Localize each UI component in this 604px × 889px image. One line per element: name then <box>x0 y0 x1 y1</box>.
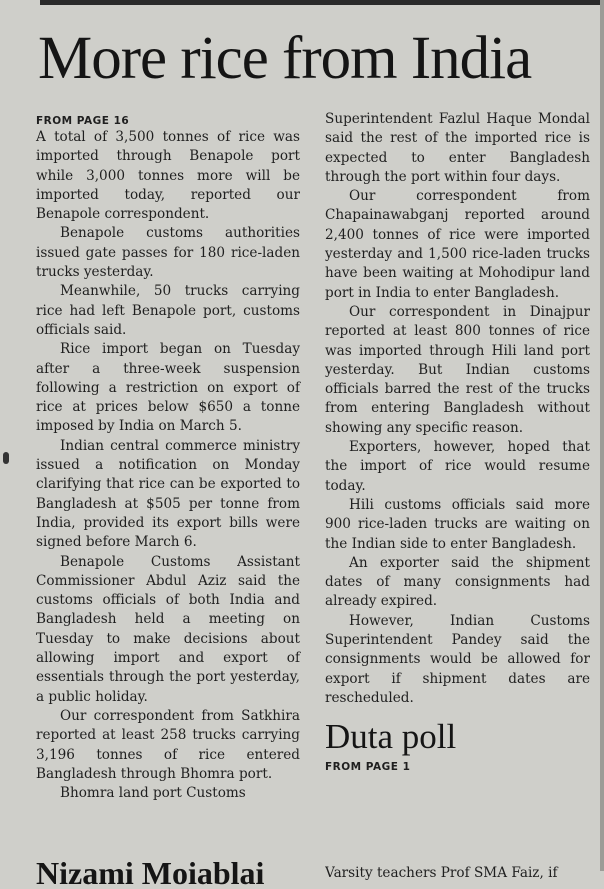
article-paragraph: Rice import began on Tuesday after a three-week suspension following a restriction on export of rice at prices below $650 a tonne imposed by India on March 5. <box>36 341 300 435</box>
cut-off-text: Varsity teachers Prof SMA Faiz, if <box>325 865 558 881</box>
article-headline: More rice from India <box>38 25 532 92</box>
article-paragraph: Our correspondent from Satkhira reported at least 258 trucks carrying 3,196 tonnes of rice entered Bangladesh through Bhomra port. <box>36 707 300 782</box>
top-rule <box>40 0 604 5</box>
article-paragraph: A total of 3,500 tonnes of rice was imported through Benapole port while 3,000 tonnes more will be imported today, reported our Benapole correspondent. <box>36 129 300 223</box>
article-paragraph: Hili customs officials said more 900 rice-laden trucks are waiting on the Indian side to enter Bangladesh. <box>325 496 590 552</box>
ink-smudge <box>3 452 9 464</box>
page-edge <box>600 0 604 871</box>
article-column-left <box>36 114 300 803</box>
kicker: FROM PAGE 16 <box>36 115 130 127</box>
article-column-right <box>325 110 590 774</box>
article-paragraph: An exporter said the shipment dates of many consignments had already expired. <box>325 554 590 610</box>
article-paragraph: However, Indian Customs Superintendent Pandey said the consignments would be allowed for export if shipment dates are rescheduled. <box>325 612 590 706</box>
article-paragraph: Indian central commerce ministry issued a notification on Monday clarifying that rice can be exported to Bangladesh at $505 per tonne from India, provided its export bills were signed before March 6. <box>36 437 300 551</box>
article-paragraph: Benapole customs authorities issued gate passes for 180 rice-laden trucks yesterday. <box>36 225 300 281</box>
article-paragraph: Meanwhile, 50 trucks carrying rice had left Benapole port, customs officials said. <box>36 283 300 338</box>
article-paragraph: Our correspondent from Chapainawabganj reported around 2,400 tonnes of rice were imported yesterday and 1,500 rice-laden trucks have been waiting at Mohodipur land port in India to enter Bangladesh. <box>325 188 590 301</box>
article-paragraph: Superintendent Fazlul Haque Mondal said the rest of the imported rice is expected to enter Bangladesh through the port within four days. <box>325 111 590 185</box>
second-article-headline: Duta poll <box>325 717 457 757</box>
cut-off-headline: Nizami Moiablai <box>36 857 265 889</box>
second-article-kicker: FROM PAGE 1 <box>325 761 411 774</box>
article-paragraph: Exporters, however, hoped that the import of rice would resume today. <box>325 439 590 494</box>
article-paragraph: Our correspondent in Dinajpur reported at least 800 tonnes of rice was imported through Hili land port yesterday. But Indian customs officials barred the rest of the trucks from entering Bangladesh without showing any specific reason. <box>325 303 590 436</box>
article-paragraph: Benapole Customs Assistant Commissioner Abdul Aziz said the customs officials of both India and Bangladesh held a meeting on Tuesday to make decisions about allowing import and export of essentials through the port yesterday, a public holiday. <box>36 553 300 705</box>
article-paragraph: Bhomra land port Customs <box>60 785 246 802</box>
